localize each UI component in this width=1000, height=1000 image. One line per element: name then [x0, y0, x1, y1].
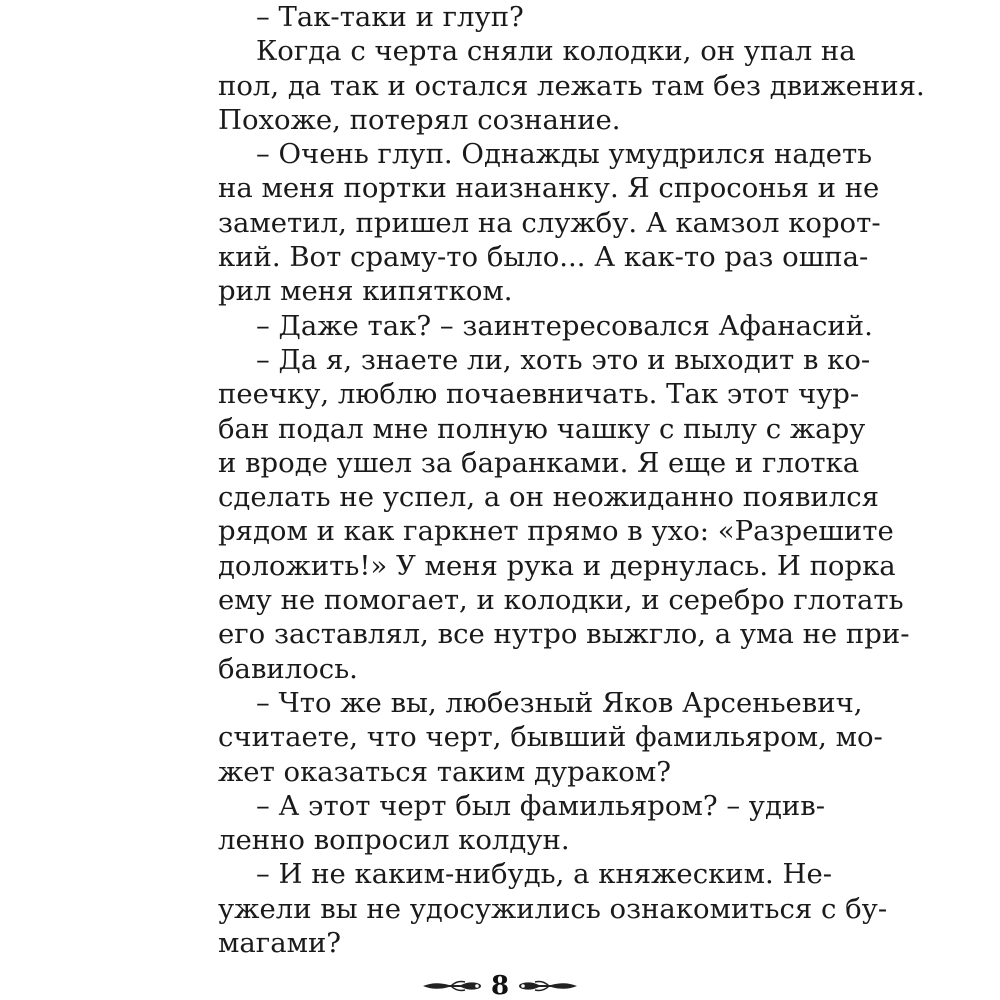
text-line: – А этот черт был фамильяром? – удив-	[256, 789, 826, 822]
text-line: пол, да так и остался лежать там без движения.	[218, 69, 925, 102]
text-line: считаете, что черт, бывший фамильяром, мо-	[218, 721, 883, 754]
text-line: ужели вы не удосужились ознакомиться с бу-	[218, 892, 888, 925]
text-line: жет оказаться таким дураком?	[218, 755, 671, 788]
text-line: пеечку, люблю почаевничать. Так этот чур-	[218, 378, 860, 411]
text-line: заметил, пришел на службу. А камзол корот-	[218, 206, 881, 239]
text-line: Похоже, потерял сознание.	[218, 103, 621, 136]
text-line: кий. Вот сраму-то было... А как-то раз ошпа-	[218, 241, 869, 274]
text-line: – Да я, знаете ли, хоть это и выходит в ко-	[256, 343, 871, 376]
ornament-right-icon	[517, 979, 579, 993]
text-line: рил меня кипятком.	[218, 275, 513, 308]
body-text	[218, 0, 925, 960]
text-line: бавилось.	[218, 652, 358, 685]
page-number: 8	[490, 971, 510, 1000]
page-footer	[0, 972, 1000, 1000]
ornament-left-icon	[421, 979, 483, 993]
text-line: ему не помогает, и колодки, и серебро глотать	[218, 584, 904, 617]
text-line: сделать не успел, а он неожиданно появился	[218, 481, 879, 514]
text-line: Когда с черта сняли колодки, он упал на	[256, 35, 856, 68]
text-line: – Даже так? – заинтересовался Афанасий.	[256, 309, 873, 342]
text-line: рядом и как гаркнет прямо в ухо: «Разрешите	[218, 515, 894, 548]
text-line: на меня портки наизнанку. Я спросонья и не	[218, 172, 880, 205]
text-line: – Так-таки и глуп?	[256, 1, 524, 33]
text-line: его заставлял, все нутро выжгло, а ума не при-	[218, 618, 910, 651]
text-line: – Очень глуп. Однажды умудрился надеть	[256, 138, 873, 171]
text-line: доложить!» У меня рука и дернулась. И порка	[218, 549, 896, 582]
text-line: ленно вопросил колдун.	[218, 824, 570, 857]
text-line: – Что же вы, любезный Яков Арсеньевич,	[256, 686, 863, 719]
text-line: бан подал мне полную чашку с пылу с жару	[218, 412, 866, 445]
text-line: – И не каким-нибудь, а княжеским. Не-	[256, 858, 833, 891]
text-line: и вроде ушел за баранками. Я еще и глотка	[218, 446, 860, 479]
text-line: магами?	[218, 927, 342, 960]
